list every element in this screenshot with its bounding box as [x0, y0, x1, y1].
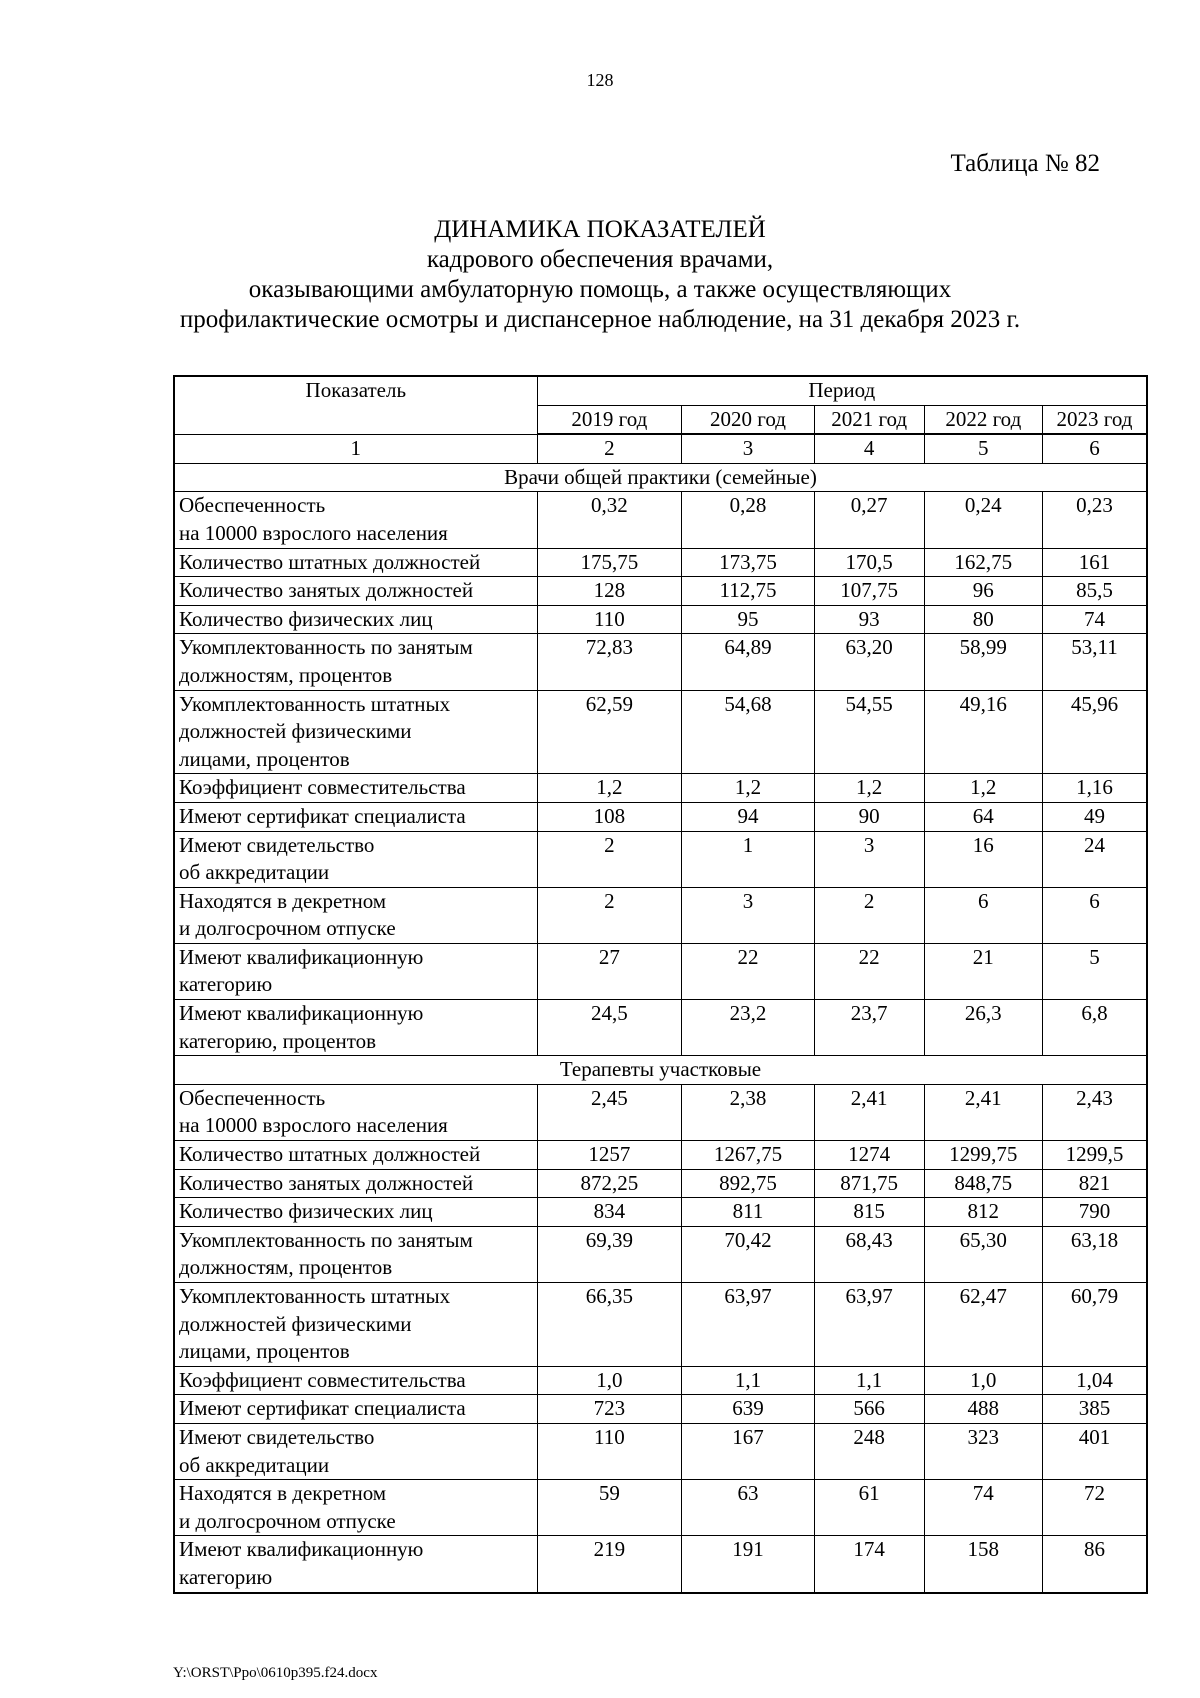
- value-cell: 59: [537, 1480, 682, 1536]
- value-cell: 173,75: [682, 548, 815, 577]
- indicator-label-line: и долгосрочном отпуске: [179, 1508, 396, 1533]
- table-row: [174, 1169, 1147, 1198]
- value-cell: 848,75: [924, 1169, 1042, 1198]
- indicator-label-line: Имеют сертификат специалиста: [179, 1396, 466, 1421]
- value-cell: 2: [537, 887, 682, 943]
- indicator-label: [174, 1395, 537, 1424]
- table-row: [174, 1480, 1147, 1536]
- indicator-label: [174, 605, 537, 634]
- indicator-label-line: должностей физическими: [179, 1311, 412, 1336]
- value-cell: 5: [1043, 943, 1147, 999]
- value-cell: 80: [924, 605, 1042, 634]
- value-cell: 23,2: [682, 1000, 815, 1056]
- value-cell: 27: [537, 943, 682, 999]
- value-cell: 0,24: [924, 492, 1042, 548]
- indicator-label-line: должностей физическими: [179, 719, 412, 744]
- value-cell: 24,5: [537, 1000, 682, 1056]
- value-cell: 49,16: [924, 690, 1042, 774]
- indicator-label-line: Имеют свидетельство: [179, 832, 375, 857]
- column-number: 3: [682, 434, 815, 463]
- value-cell: 6: [924, 887, 1042, 943]
- column-numbers-row: [174, 434, 1147, 463]
- indicator-label-line: лицами, процентов: [179, 1339, 350, 1364]
- value-cell: 86: [1043, 1536, 1147, 1593]
- indicator-label-line: Находятся в декретном: [179, 888, 387, 913]
- indicator-label-line: категорию: [179, 972, 273, 997]
- value-cell: 63,18: [1043, 1226, 1147, 1282]
- indicator-label: [174, 943, 537, 999]
- column-number: 6: [1043, 434, 1147, 463]
- title-line-2: кадрового обеспечения врачами,: [426, 246, 774, 273]
- value-cell: 16: [924, 831, 1042, 887]
- table-row: [174, 1536, 1147, 1593]
- indicator-label: [174, 1423, 537, 1479]
- header-year: 2023 год: [1043, 405, 1147, 434]
- value-cell: 1,0: [924, 1366, 1042, 1395]
- value-cell: 892,75: [682, 1169, 815, 1198]
- column-number: 1: [174, 434, 537, 463]
- value-cell: 1,2: [924, 774, 1042, 803]
- value-cell: 63,97: [814, 1283, 924, 1367]
- indicator-label-line: Обеспеченность: [179, 493, 326, 518]
- value-cell: 53,11: [1043, 634, 1147, 690]
- indicator-label-line: на 10000 взрослого населения: [179, 1113, 448, 1138]
- value-cell: 22: [682, 943, 815, 999]
- value-cell: 834: [537, 1198, 682, 1227]
- indicator-label: [174, 690, 537, 774]
- column-number: 5: [924, 434, 1042, 463]
- indicator-label: [174, 1536, 537, 1593]
- table-row: [174, 1141, 1147, 1170]
- indicator-label: [174, 548, 537, 577]
- value-cell: 1,04: [1043, 1366, 1147, 1395]
- indicator-label-line: Укомплектованность по занятым: [179, 635, 473, 660]
- value-cell: 61: [814, 1480, 924, 1536]
- value-cell: 488: [924, 1395, 1042, 1424]
- value-cell: 90: [814, 802, 924, 831]
- table-row: [174, 887, 1147, 943]
- value-cell: 62,47: [924, 1283, 1042, 1367]
- value-cell: 161: [1043, 548, 1147, 577]
- value-cell: 1299,5: [1043, 1141, 1147, 1170]
- value-cell: 821: [1043, 1169, 1147, 1198]
- value-cell: 69,39: [537, 1226, 682, 1282]
- value-cell: 128: [537, 577, 682, 606]
- value-cell: 248: [814, 1423, 924, 1479]
- value-cell: 871,75: [814, 1169, 924, 1198]
- title-line-4: профилактические осмотры и диспансерное наблюдение, на 31 декабря 2023 г.: [179, 306, 1021, 333]
- table-row: [174, 1395, 1147, 1424]
- value-cell: 1,2: [682, 774, 815, 803]
- table-row: [174, 1423, 1147, 1479]
- value-cell: 62,59: [537, 690, 682, 774]
- column-number: 2: [537, 434, 682, 463]
- page-number: 128: [586, 70, 614, 90]
- indicator-label-line: Коэффициент совместительства: [179, 1367, 466, 1392]
- header-year: 2021 год: [814, 405, 924, 434]
- indicator-label: [174, 802, 537, 831]
- value-cell: 66,35: [537, 1283, 682, 1367]
- value-cell: 1,1: [814, 1366, 924, 1395]
- section-title: Терапевты участковые: [174, 1056, 1147, 1085]
- indicator-label-line: и долгосрочном отпуске: [179, 916, 396, 941]
- indicator-label-line: об аккредитации: [179, 860, 330, 885]
- value-cell: 174: [814, 1536, 924, 1593]
- value-cell: 74: [1043, 605, 1147, 634]
- value-cell: 1274: [814, 1141, 924, 1170]
- indicator-label-line: Количество штатных должностей: [179, 1142, 481, 1167]
- value-cell: 93: [814, 605, 924, 634]
- value-cell: 112,75: [682, 577, 815, 606]
- indicator-label-line: Коэффициент совместительства: [179, 775, 466, 800]
- column-number: 4: [814, 434, 924, 463]
- header-row: [174, 376, 1147, 405]
- staffing-table: [173, 375, 1148, 1594]
- value-cell: 110: [537, 605, 682, 634]
- value-cell: 1,2: [537, 774, 682, 803]
- section-header-row: [174, 463, 1147, 492]
- table-row: [174, 605, 1147, 634]
- value-cell: 566: [814, 1395, 924, 1424]
- indicator-label-line: Укомплектованность штатных: [179, 1284, 451, 1308]
- table-row: [174, 1283, 1147, 1367]
- indicator-label: [174, 774, 537, 803]
- table-row: [174, 1226, 1147, 1282]
- value-cell: 70,42: [682, 1226, 815, 1282]
- header-year: 2019 год: [537, 405, 682, 434]
- value-cell: 63,20: [814, 634, 924, 690]
- table-row: [174, 943, 1147, 999]
- indicator-label-line: категорию: [179, 1564, 273, 1589]
- section-header-row: [174, 1056, 1147, 1085]
- value-cell: 3: [814, 831, 924, 887]
- value-cell: 24: [1043, 831, 1147, 887]
- value-cell: 2: [537, 831, 682, 887]
- value-cell: 639: [682, 1395, 815, 1424]
- table-row: [174, 1084, 1147, 1140]
- indicator-label: [174, 831, 537, 887]
- indicator-label: [174, 1226, 537, 1282]
- value-cell: 219: [537, 1536, 682, 1593]
- indicator-label-line: Имеют квалификационную: [179, 944, 424, 969]
- value-cell: 723: [537, 1395, 682, 1424]
- header-year: 2022 год: [924, 405, 1042, 434]
- value-cell: 872,25: [537, 1169, 682, 1198]
- value-cell: 2,38: [682, 1084, 815, 1140]
- value-cell: 63,97: [682, 1283, 815, 1367]
- table-row: [174, 831, 1147, 887]
- value-cell: 23,7: [814, 1000, 924, 1056]
- indicator-label-line: Имеют сертификат специалиста: [179, 803, 466, 828]
- table-label: Таблица № 82: [950, 150, 1100, 177]
- header-indicator: Показатель: [174, 376, 537, 434]
- value-cell: 94: [682, 802, 815, 831]
- title-line-1: ДИНАМИКА ПОКАЗАТЕЛЕЙ: [434, 216, 766, 243]
- value-cell: 85,5: [1043, 577, 1147, 606]
- value-cell: 95: [682, 605, 815, 634]
- value-cell: 323: [924, 1423, 1042, 1479]
- value-cell: 2,43: [1043, 1084, 1147, 1140]
- value-cell: 170,5: [814, 548, 924, 577]
- indicator-label-line: Имеют квалификационную: [179, 1001, 424, 1026]
- indicator-label-line: должностям, процентов: [179, 1255, 393, 1280]
- value-cell: 68,43: [814, 1226, 924, 1282]
- value-cell: 6,8: [1043, 1000, 1147, 1056]
- value-cell: 158: [924, 1536, 1042, 1593]
- indicator-label-line: на 10000 взрослого населения: [179, 520, 448, 545]
- indicator-label-line: Количество физических лиц: [179, 1199, 433, 1224]
- value-cell: 191: [682, 1536, 815, 1593]
- value-cell: 64: [924, 802, 1042, 831]
- value-cell: 812: [924, 1198, 1042, 1227]
- indicator-label-line: об аккредитации: [179, 1452, 330, 1477]
- table-row: [174, 1198, 1147, 1227]
- indicator-label: [174, 1198, 537, 1227]
- indicator-label: [174, 634, 537, 690]
- table-row: [174, 577, 1147, 606]
- value-cell: 0,28: [682, 492, 815, 548]
- value-cell: 2,41: [924, 1084, 1042, 1140]
- value-cell: 21: [924, 943, 1042, 999]
- indicator-label: [174, 577, 537, 606]
- value-cell: 1,2: [814, 774, 924, 803]
- value-cell: 2,41: [814, 1084, 924, 1140]
- table-row: [174, 774, 1147, 803]
- value-cell: 110: [537, 1423, 682, 1479]
- file-path-footer: Y:\ORST\Ppo\0610p395.f24.docx: [173, 1665, 378, 1681]
- value-cell: 2,45: [537, 1084, 682, 1140]
- value-cell: 1,0: [537, 1366, 682, 1395]
- value-cell: 167: [682, 1423, 815, 1479]
- header-period: Период: [537, 376, 1147, 405]
- indicator-label-line: Количество занятых должностей: [179, 1170, 474, 1195]
- value-cell: 1,16: [1043, 774, 1147, 803]
- value-cell: 1267,75: [682, 1141, 815, 1170]
- indicator-label-line: Количество занятых должностей: [179, 578, 474, 603]
- indicator-label: [174, 1169, 537, 1198]
- value-cell: 107,75: [814, 577, 924, 606]
- header-year: 2020 год: [682, 405, 815, 434]
- title-line-3: оказывающими амбулаторную помощь, а также осуществляющих: [248, 276, 952, 303]
- value-cell: 74: [924, 1480, 1042, 1536]
- indicator-label-line: Количество штатных должностей: [179, 549, 481, 574]
- value-cell: 815: [814, 1198, 924, 1227]
- indicator-label-line: Имеют свидетельство: [179, 1424, 375, 1449]
- value-cell: 0,27: [814, 492, 924, 548]
- table-row: [174, 1000, 1147, 1056]
- indicator-label: [174, 1084, 537, 1140]
- indicator-label: [174, 1141, 537, 1170]
- value-cell: 22: [814, 943, 924, 999]
- value-cell: 401: [1043, 1423, 1147, 1479]
- value-cell: 108: [537, 802, 682, 831]
- value-cell: 65,30: [924, 1226, 1042, 1282]
- value-cell: 2: [814, 887, 924, 943]
- table-row: [174, 690, 1147, 774]
- value-cell: 60,79: [1043, 1283, 1147, 1367]
- value-cell: 0,32: [537, 492, 682, 548]
- table-row: [174, 634, 1147, 690]
- value-cell: 175,75: [537, 548, 682, 577]
- indicator-label-line: Обеспеченность: [179, 1085, 326, 1110]
- value-cell: 811: [682, 1198, 815, 1227]
- value-cell: 54,68: [682, 690, 815, 774]
- indicator-label: [174, 887, 537, 943]
- indicator-label-line: Имеют квалификационную: [179, 1537, 424, 1562]
- value-cell: 6: [1043, 887, 1147, 943]
- value-cell: 72,83: [537, 634, 682, 690]
- value-cell: 1,1: [682, 1366, 815, 1395]
- value-cell: 45,96: [1043, 690, 1147, 774]
- table-row: [174, 1366, 1147, 1395]
- value-cell: 1299,75: [924, 1141, 1042, 1170]
- value-cell: 64,89: [682, 634, 815, 690]
- indicator-label-line: Находятся в декретном: [179, 1481, 387, 1506]
- indicator-label-line: категорию, процентов: [179, 1028, 377, 1053]
- indicator-label-line: Количество физических лиц: [179, 606, 433, 631]
- table-row: [174, 492, 1147, 548]
- value-cell: 63: [682, 1480, 815, 1536]
- value-cell: 1: [682, 831, 815, 887]
- table-row: [174, 548, 1147, 577]
- indicator-label: [174, 1283, 537, 1367]
- value-cell: 790: [1043, 1198, 1147, 1227]
- value-cell: 1257: [537, 1141, 682, 1170]
- value-cell: 54,55: [814, 690, 924, 774]
- indicator-label-line: лицами, процентов: [179, 746, 350, 771]
- indicator-label-line: Укомплектованность по занятым: [179, 1227, 473, 1252]
- indicator-label: [174, 1480, 537, 1536]
- indicator-label: [174, 1000, 537, 1056]
- section-title: Врачи общей практики (семейные): [174, 463, 1147, 492]
- value-cell: 96: [924, 577, 1042, 606]
- value-cell: 49: [1043, 802, 1147, 831]
- indicator-label-line: должностям, процентов: [179, 662, 393, 687]
- indicator-label: [174, 1366, 537, 1395]
- value-cell: 385: [1043, 1395, 1147, 1424]
- value-cell: 58,99: [924, 634, 1042, 690]
- value-cell: 3: [682, 887, 815, 943]
- table-row: [174, 802, 1147, 831]
- value-cell: 0,23: [1043, 492, 1147, 548]
- document-title: [0, 215, 1200, 335]
- value-cell: 162,75: [924, 548, 1042, 577]
- indicator-label: [174, 492, 537, 548]
- indicator-label-line: Укомплектованность штатных: [179, 691, 451, 716]
- value-cell: 72: [1043, 1480, 1147, 1536]
- value-cell: 26,3: [924, 1000, 1042, 1056]
